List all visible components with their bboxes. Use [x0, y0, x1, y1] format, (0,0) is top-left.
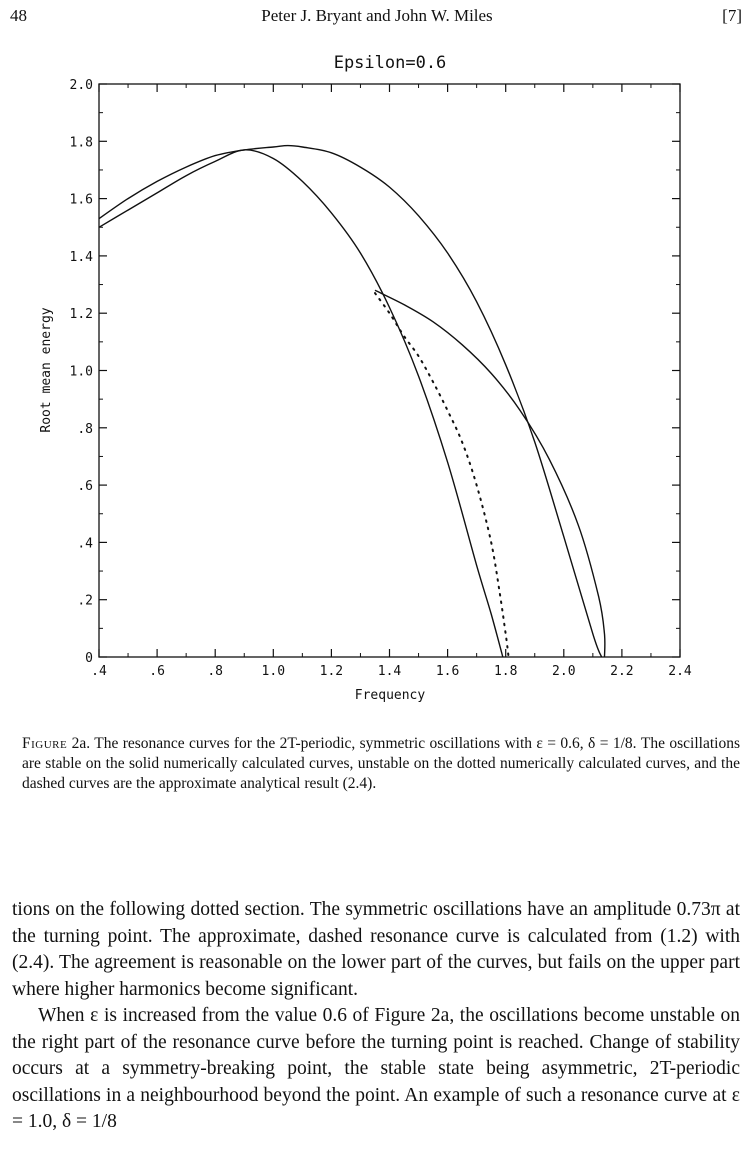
series-line-4-dotted [375, 293, 509, 657]
x-axis [91, 84, 692, 679]
x-tick-label: 2.0 [552, 664, 576, 679]
x-tick-label: .4 [91, 664, 107, 679]
series-line-3-solid [375, 290, 605, 657]
y-tick-label: 1.4 [69, 249, 93, 265]
chart-title: Epsilon=0.6 [333, 53, 447, 73]
y-tick-label: .2 [77, 593, 93, 609]
y-tick-label: 0 [85, 651, 93, 666]
series-group [99, 146, 605, 657]
y-axis-label: Root mean energy [39, 307, 54, 433]
caption-text: 2a. The resonance curves for the 2T-periodic, symmetric oscillations with ε = 0.6, δ = 1/8. The oscillations are stable on the solid numerically calculated curves, unstable on the dotted numerically calculated curves, and the dashed curves are the approximate analytical result (2.4). [22, 735, 740, 792]
y-tick-label: .6 [77, 479, 93, 495]
reference-number: [7] [722, 6, 742, 25]
x-axis-label: Frequency [354, 688, 426, 703]
y-axis [70, 78, 680, 666]
body-paragraph-1: tions on the following dotted section. The symmetric oscillations have an amplitude 0.73π at the turning point. The approximate, dashed resonance curve is calculated from (1.2) with (2.4). The agreement is reasonable on the lower part of the curves, but fails on the upper part where higher harmonics become significant. [12, 899, 740, 1000]
running-header [0, 6, 754, 30]
figure-caption [22, 734, 740, 794]
y-tick-label: 1.2 [69, 307, 93, 323]
y-tick-label: 1.6 [69, 192, 93, 208]
x-tick-label: 1.2 [319, 664, 344, 679]
body-text [12, 897, 740, 1136]
y-tick-label: .8 [77, 421, 93, 437]
x-tick-label: .8 [207, 664, 224, 679]
series-line-1-solid [99, 150, 503, 657]
y-tick-label: 1.8 [69, 135, 93, 151]
y-tick-label: 2.0 [69, 78, 93, 93]
x-tick-label: 2.2 [610, 664, 634, 679]
series-line-2-solid [99, 146, 602, 657]
body-paragraph-2: When ε is increased from the value 0.6 of Figure 2a, the oscillations become unstable on the right part of the resonance curve before the turning point is reached. Change of stability occurs at a symmetry-breaking point, the stable state being asymmetric, 2T-periodic oscillations in a neighbourhood beyond the point. An example of such a resonance curve at ε = 1.0, δ = 1/8 [12, 1005, 740, 1132]
x-tick-label: .6 [149, 664, 165, 679]
caption-label: Figure [22, 735, 68, 752]
x-tick-label: 1.0 [261, 664, 286, 679]
x-tick-label: 1.4 [377, 664, 402, 679]
x-tick-label: 1.8 [493, 664, 518, 679]
y-tick-label: 1.0 [69, 364, 93, 380]
page-number: 48 [10, 6, 27, 25]
x-tick-label: 1.6 [435, 664, 460, 679]
x-tick-label: 2.4 [668, 664, 692, 679]
resonance-chart [0, 40, 754, 715]
running-authors: Peter J. Bryant and John W. Miles [261, 6, 493, 25]
y-tick-label: .4 [77, 536, 93, 552]
